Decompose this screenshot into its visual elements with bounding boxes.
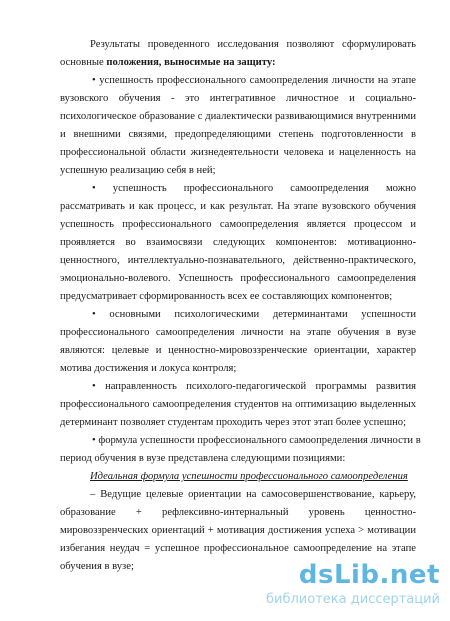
watermark-subtitle: библиотека диссертаций (266, 592, 440, 607)
text-line: психологическое образование с диалектически развивающимися внутренними (60, 111, 416, 122)
text-line (60, 56, 416, 69)
dslib-watermark (260, 560, 440, 612)
bullet-line: • формула успешности профессионального самоопределения личности в (92, 435, 421, 446)
text-line: мотива достижения и локуса контроля; (60, 363, 237, 374)
text-span: основные (60, 57, 107, 68)
text-line: обучения в вузе; (60, 561, 134, 572)
text-line: – Ведущие целевые ориентации на самосовершенствование, карьеру, (90, 489, 416, 500)
text-line: вузовского обучения - это интегративное личностное и социально- (60, 93, 416, 104)
formula-title: Идеальная формула успешности профессионального самоопределения (90, 471, 408, 482)
bullet-line: • направленность психолого-педагогической программы развития (92, 381, 416, 392)
bullet-line: • успешность профессионального самоопределения можно (92, 183, 416, 194)
text-line: успешность профессионального самоопределения является процессом и (60, 219, 416, 230)
text-line: образование + рефлексивно-интернальный уровень ценностно- (60, 507, 416, 518)
text-line: детерминант позволяет студентам проходить через этот этап более успешно; (60, 417, 407, 428)
text-line: мировоззренческих ориентаций + мотивация достижения успеха > мотивации (60, 525, 416, 536)
bold-heading: положения, выносимые на защиту: (106, 57, 276, 68)
bullet-line: • успешность профессионального самоопределения личности на этапе (92, 75, 416, 86)
text-line: эмоционально-волевого. Успешность профессионального самоопределения (60, 273, 416, 284)
text-line: избегания неудач = успешное профессиональное самоопределение на этапе (60, 543, 416, 554)
text-line: ценностного, интеллектуально-познавательного, действенно-практического, (60, 255, 416, 266)
text-line: период обучения в вузе представлена следующими позициями: (60, 453, 346, 464)
text-line: профессиональной области жизнедеятельности человека и нацеленность на (60, 147, 416, 158)
bullet-line: • основными психологическими детерминантами успешности (92, 309, 416, 320)
text-line: являются: целевые и ценностно-мировоззренческие ориентации, характер (60, 345, 416, 356)
watermark-logo: dsLib.net (298, 560, 440, 590)
text-line: профессионального самоопределения личности на этапе обучения в вузе (60, 327, 416, 338)
text-line: и внешними связями, предопределяющими степень подготовленности в (60, 129, 416, 140)
text-line: проявляется во взаимосвязи следующих компонентов: мотивационно- (60, 237, 416, 248)
text-line: успешную реализацию себя в ней; (60, 165, 216, 176)
text-line: рассматривать и как процесс, и как результат. На этапе вузовского обучения (60, 201, 416, 212)
text-line: предусматривает сформированность всех ее составляющих компонентов; (60, 291, 393, 302)
text-line: профессионального самоопределения студентов на оптимизацию выделенных (60, 399, 416, 410)
text-line: Результаты проведенного исследования позволяют сформулировать (90, 39, 416, 50)
